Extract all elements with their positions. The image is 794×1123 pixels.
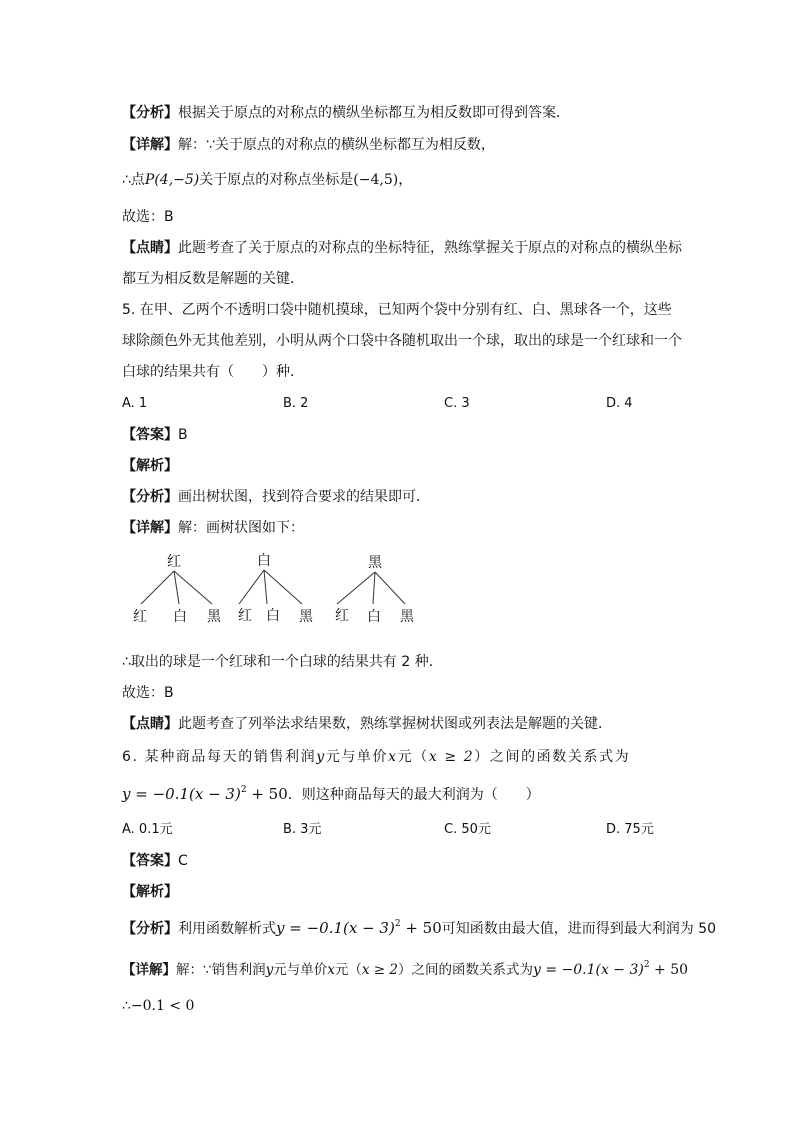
- analysis-formula-exponent: 2: [394, 919, 401, 929]
- q6-stem-line2: [122, 784, 540, 805]
- q5-answer: [122, 425, 188, 445]
- analysis-formula: y = −0.1(x − 3): [276, 919, 395, 937]
- q4-comment-line1: [122, 238, 682, 258]
- q6-option-b: B. 3元: [283, 822, 322, 837]
- tree-branch-1b: [174, 571, 179, 604]
- formula-constant: + 50: [246, 785, 288, 803]
- analysis-tag: 【分析】: [122, 921, 178, 937]
- q5-option-b: B. 2: [283, 396, 309, 411]
- q6-stem-line1: [122, 747, 630, 767]
- tree-root-3: 黑: [368, 555, 382, 571]
- q6-last-line: ∴−0.1 < 0: [122, 998, 195, 1014]
- detail-part-a: 解：∵销售利润: [176, 962, 266, 978]
- detail-tag: 【详解】: [122, 962, 176, 978]
- answer-value: C: [178, 853, 188, 869]
- tree-leaf-1-3: 黑: [207, 609, 221, 625]
- var-x: x: [388, 749, 398, 765]
- comment-tag: 【点睛】: [122, 716, 178, 732]
- detail-part-c: 元（: [334, 962, 362, 978]
- analysis-part-b: 可知函数由最大值，进而得到最大利润为 50: [441, 921, 717, 937]
- q4-choice: 故选：B: [122, 209, 174, 225]
- tree-diagram: [122, 548, 422, 628]
- detail-formula: y = −0.1(x − 3): [532, 962, 644, 978]
- analysis-text: 根据关于原点的对称点的横纵坐标都互为相反数即可得到答案．: [178, 105, 570, 121]
- q4-step: [122, 170, 412, 190]
- detail-condition: x ≥ 2: [361, 962, 398, 978]
- q5-comment: [122, 714, 612, 734]
- point-symmetric: (−4,5): [353, 172, 399, 188]
- answer-tag: 【答案】: [122, 853, 178, 869]
- q5-stem-line3: 白球的结果共有（ ）种．: [122, 364, 304, 380]
- detail-tag: 【详解】: [122, 137, 178, 153]
- formula-main: y = −0.1(x − 3): [122, 785, 241, 803]
- detail-part-d: ）之间的函数关系式为: [397, 962, 533, 978]
- detail-tag: 【详解】: [122, 520, 178, 536]
- q4-comment-line2: 都互为相反数是解题的关键．: [122, 271, 304, 287]
- q6-detail: [122, 960, 688, 980]
- q5-conclusion: ∴取出的球是一个红球和一个白球的结果共有 2 种．: [122, 654, 443, 670]
- tree-leaf-3-3: 黑: [400, 609, 414, 625]
- step-prefix: ∴点: [122, 172, 145, 188]
- condition: x ≥ 2: [428, 749, 475, 765]
- comment-text: 此题考查了关于原点的对称点的坐标特征，熟练掌握关于原点的对称点的横纵坐标: [178, 240, 682, 256]
- q6-option-a: A. 0.1元: [122, 822, 173, 837]
- q5-solution-tag: 【解析】: [122, 458, 178, 474]
- detail-part-b: 元与单价: [273, 962, 328, 978]
- q6-analysis: [122, 918, 716, 939]
- tree-branch-3b: [373, 572, 375, 604]
- answer-tag: 【答案】: [122, 427, 178, 443]
- answer-value: B: [178, 427, 188, 443]
- q5-option-a: A. 1: [122, 396, 148, 411]
- tree-leaf-1-2: 白: [173, 609, 187, 625]
- q5-option-c: C. 3: [444, 396, 470, 411]
- var-y: y: [316, 749, 326, 765]
- analysis-tag: 【分析】: [122, 489, 178, 505]
- detail-var-x: x: [327, 962, 335, 978]
- tree-leaf-2-1: 红: [238, 608, 252, 624]
- analysis-formula-constant: + 50: [400, 919, 442, 937]
- tree-root-1: 红: [167, 554, 181, 570]
- stem-part-c: 元（: [397, 749, 429, 765]
- detail-formula-exponent: 2: [643, 960, 650, 970]
- q6-option-c: C. 50元: [444, 822, 491, 837]
- step-end: ，: [398, 172, 413, 188]
- comment-tag: 【点睛】: [122, 240, 178, 256]
- detail-formula-constant: + 50: [649, 962, 689, 978]
- tree-branch-3c: [375, 572, 405, 604]
- stem-part-b: 元与单价: [325, 749, 389, 765]
- q4-detail: [122, 135, 495, 155]
- tree-root-2: 白: [257, 553, 271, 569]
- tree-branch-3a: [337, 572, 375, 604]
- q5-detail: [122, 518, 304, 538]
- tree-branch-2b: [264, 570, 267, 604]
- q5-option-d: D. 4: [606, 396, 633, 411]
- q5-choice: 故选：B: [122, 685, 174, 701]
- stem-tail: ．则这种商品每天的最大利润为（ ）: [287, 787, 540, 803]
- tree-leaf-3-1: 红: [335, 608, 349, 624]
- stem-part-a: 6. 某种商品每天的销售利润: [122, 749, 317, 765]
- tree-branch-1c: [174, 571, 212, 604]
- analysis-text: 画出树状图，找到符合要求的结果即可．: [178, 489, 430, 505]
- tree-leaf-2-3: 黑: [299, 609, 313, 625]
- tree-branch-2c: [264, 570, 302, 604]
- analysis-tag: 【分析】: [122, 105, 178, 121]
- stem-part-d: ）之间的函数关系式为: [474, 749, 631, 765]
- q5-stem-line1: 5. 在甲、乙两个不透明口袋中随机摸球，已知两个袋中分别有红、白、黑球各一个，这些: [122, 302, 672, 318]
- tree-leaf-2-2: 白: [266, 608, 280, 624]
- tree-leaf-1-1: 红: [133, 609, 147, 625]
- q6-option-d: D. 75元: [606, 822, 654, 837]
- detail-var-y: y: [265, 962, 274, 978]
- q6-solution-tag: 【解析】: [122, 884, 178, 900]
- tree-leaf-3-2: 白: [367, 609, 381, 625]
- q5-stem-line2: 球除颜色外无其他差别，小明从两个口袋中各随机取出一个球，取出的球是一个红球和一个: [122, 333, 682, 349]
- detail-text: 解：画树状图如下：: [178, 520, 304, 536]
- q6-answer: [122, 851, 188, 871]
- step-mid: 关于原点的对称点坐标是: [199, 172, 354, 188]
- point-p: P(4,−5): [144, 172, 200, 188]
- q5-analysis: [122, 487, 430, 507]
- analysis-part-a: 利用函数解析式: [178, 921, 276, 937]
- tree-branch-2a: [239, 570, 264, 604]
- detail-text: 解：∵关于原点的对称点的横纵坐标都互为相反数，: [178, 137, 495, 153]
- formula-exponent: 2: [240, 785, 247, 795]
- comment-text: 此题考查了列举法求结果数，熟练掌握树状图或列表法是解题的关键．: [178, 716, 612, 732]
- q4-analysis: [122, 103, 570, 123]
- tree-branch-1a: [141, 571, 174, 604]
